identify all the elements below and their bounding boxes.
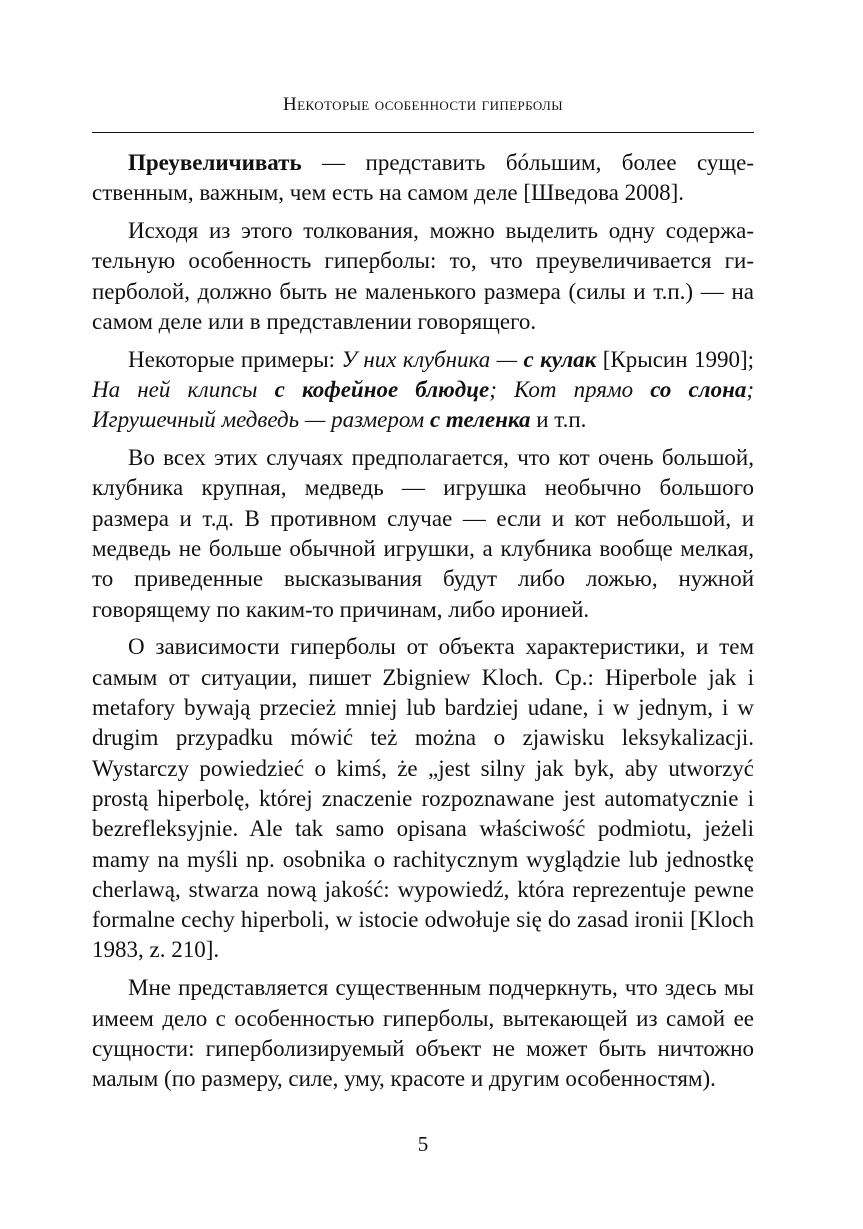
paragraph-definition: [92, 148, 754, 209]
paragraph-assumptions: Во всех этих случаях предполагается, что кот очень большой, клубника крупная, медведь — игрушка необычно большого размера и т.д. В противном случае — если и кот небольшой, и медведь не больше обычной игрушки, а клубника вообще мелкая, то приведенные высказывания будут либо ложью, нужной говорящему по каким-то причинам, либо иронией.: [92, 445, 754, 622]
paragraph-conclusion: Мне представляется существенным подчеркнуть, что здесь мы имеем дело с особенностью гиперболы, вытекающей из самой ее сущности: гиперболизируемый объект не может быть ничтожно малым (по размеру, силе, уму, красоте и другим особенностям).: [92, 975, 754, 1092]
definition-text: — представить бóльшим, более существенным, важным, чем есть на самом деле [Шведова 2008].: [92, 150, 754, 206]
paragraph-kloch-quote: О зависимости гиперболы от объекта характеристики, и тем самым от ситуации, пишет Zbigniew Kloch. Ср.: Hiperbole jak i metafory bywają przecież mniej lub bardziej udane, i w jednym, i w drugim przypadku mówić też można o zjawisku leksykalizacji. Wystarczy powiedzieć o kimś, że „jest silny jak byk, aby utworzyć prostą hiperbolę, której znaczenie rozpoznawane jest automatycznie i bezrefleksyjnie. Ale tak samo opisana właściwość podmiotu, jeżeli mamy na myśli np. osobnika o rachitycznym wyglądzie lub jednostkę cherlawą, stwarza nową jakość: wypowiedź, która reprezentuje pewne formalne cechy hiperboli, w istocie odwołuje się do zasad ironii [Kloch 1983, z. 210].: [92, 634, 754, 963]
example-3-text: ; Кот прямо: [489, 377, 651, 403]
example-4-text: ; Игрушечный медведь — размером: [92, 377, 755, 433]
page-number: 5: [417, 1132, 429, 1156]
examples-lead: Некоторые примеры:: [128, 346, 342, 372]
example-4-emphasis: с теленка: [429, 407, 531, 433]
example-1-emphasis: с кулак: [523, 346, 597, 372]
paragraph-examples: [92, 345, 754, 436]
paragraph-interpretation: Исходя из этого толкования, можно выделить одну содержательную особенность гиперболы: то, что преувеличивается гиперболой, должно быть не маленького размера (силы и т.п.) — на самом деле или в представлении говорящего.: [92, 218, 754, 334]
example-3-emphasis: со слона: [650, 377, 747, 403]
example-1-text: У них клубника —: [341, 346, 524, 372]
example-2-emphasis: с кофейное блюдце: [274, 377, 490, 403]
example-1-reference: [Крысин 1990];: [596, 346, 754, 372]
defined-term: Преувеличивать: [128, 150, 302, 175]
running-head: Некоторые особенности гиперболы: [282, 94, 564, 115]
body-text: [92, 148, 754, 1094]
header-rule: [92, 132, 754, 133]
example-2-text: На ней клипсы: [92, 377, 275, 403]
examples-tail: и т.п.: [530, 407, 587, 433]
